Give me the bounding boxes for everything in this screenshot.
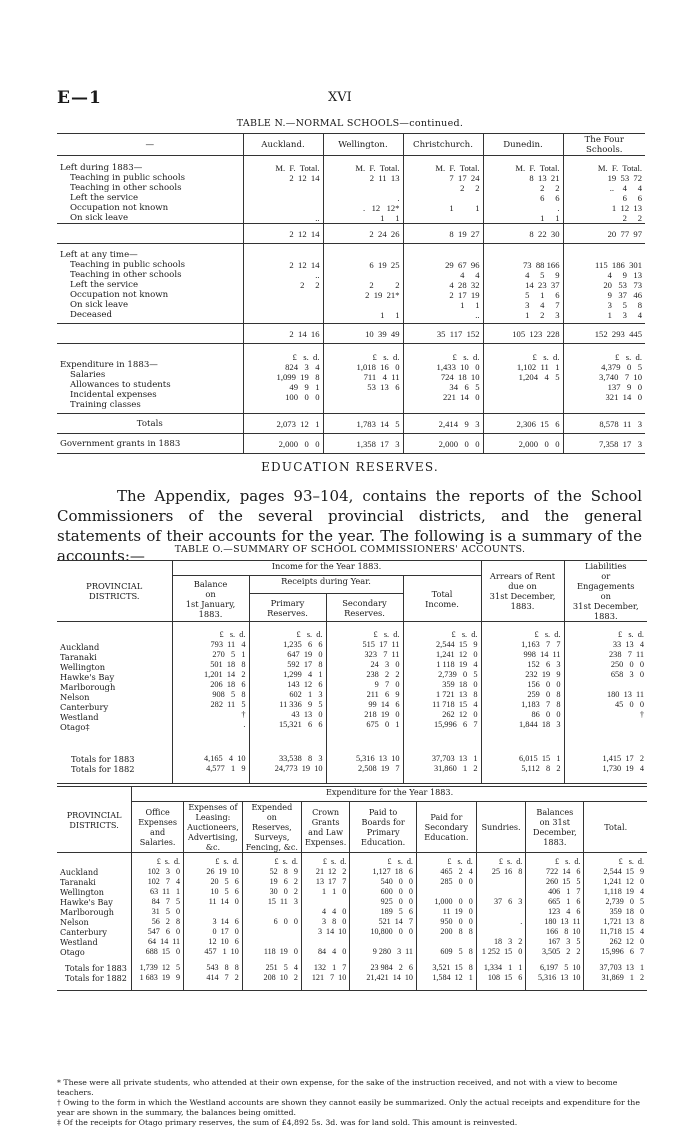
- left-any-total-wellington: 10 39 49: [323, 324, 403, 344]
- footnote-3: ‡ Of the receipts for Otago primary reserves, the sum of £4,892 5s. 3d. was for land sold. This amount is reinvested.: [57, 1118, 518, 1127]
- left-1883-labels: Left during 1883— Teaching in public schools Teaching in other schools Left the service Occupation not known On sick leave: [60, 163, 185, 223]
- grants-auckland: 2,000 0 0: [243, 434, 323, 454]
- o-totals-balance: 4,165 4 10 4,577 1 9: [172, 754, 249, 784]
- p-totals-primary: 23 984 2 6 21,421 14 10: [350, 963, 417, 991]
- p-office-col: £ s. d. 102 3 0 102 7 4 63 11 1 84 7 5 31 5 0 56 2 8 547 6 0 64 14 11 688 15 0: [132, 853, 184, 963]
- exp-total-dunedin: 2,306 15 6: [483, 414, 563, 434]
- left-1883-total-auckland: 2 12 14: [243, 224, 323, 244]
- footnote-1: * These were all private students, who attended at their own expense, for the sake of the instruction received, and not with a view to become teachers.: [57, 1078, 618, 1097]
- p-header-total: Total.: [584, 802, 647, 853]
- o-districts: Auckland Taranaki Wellington Hawke's Bay Marlborough Nelson Canterbury Westland Otago‡: [60, 642, 116, 732]
- p-totals-secondary: 3,521 15 8 1,584 12 1: [416, 963, 476, 991]
- grants-christchurch: 2,000 0 0: [403, 434, 483, 454]
- table-o: [57, 560, 647, 784]
- page-code: E—1: [57, 88, 102, 108]
- col-header-dunedin: Dunedin.: [483, 134, 563, 156]
- left-1883-total-dunedin: 8 22 30: [483, 224, 563, 244]
- table-n-corner: —: [145, 139, 155, 150]
- left-any-labels: Left at any time— Teaching in public schools Teaching in other schools Left the service Occupation not known On sick leave Deceased: [60, 250, 185, 320]
- grants-wellington: 1,358 17 3: [323, 434, 403, 454]
- o-totals-primary: 33,538 8 3 24,773 19 10: [249, 754, 326, 784]
- exp-total-four: 8,578 11 3: [563, 414, 645, 434]
- p-total-col: £ s. d. 2,544 15 9 1,241 12 0 1,118 19 4 2,739 0 5 359 18 0 1,721 13 8 11,718 15 4 262 12 0 15,996 6 7: [584, 853, 647, 963]
- o-totals-total: 37,703 13 1 31,860 1 2: [403, 754, 481, 784]
- p-totals-total: 37,703 13 1 31,869 1 2: [584, 963, 647, 991]
- grants-four: 7,358 17 3: [563, 434, 645, 454]
- o-totals-secondary: 5,316 13 10 2,508 19 7: [326, 754, 403, 784]
- p-districts: Auckland Taranaki Wellington Hawke's Bay Marlborough Nelson Canterbury Westland Otago: [60, 867, 114, 957]
- o-header-primary: Primary Reserves.: [249, 594, 326, 622]
- col-header-christchurch: Christchurch.: [403, 134, 483, 156]
- o-totals-arrears: 6,015 15 1 5,112 8 2: [481, 754, 564, 784]
- table-expenditure: [57, 786, 647, 991]
- p-primary-col: £ s. d. 1,127 18 6 540 0 0 600 0 0 925 0 0 189 5 6 521 14 7 10,800 0 0 9 280 3 11: [350, 853, 417, 963]
- p-header-office: Office Expenses and Salaries.: [132, 802, 184, 853]
- o-total-col: £ s. d. 2,544 15 9 1,241 12 0 1 118 19 4 2,739 0 5 359 18 0 1 721 13 8 11 718 15 4 262 12 0 15,996 6 7: [403, 622, 481, 754]
- table-o-caption: TABLE O.—SUMMARY OF SCHOOL COMMISSIONERS' ACCOUNTS.: [174, 544, 526, 555]
- left-any-total-christchurch: 35 117 152: [403, 324, 483, 344]
- table-n: [57, 133, 645, 454]
- p-totals-labels: Totals for 1883 Totals for 1882: [65, 962, 127, 983]
- exp-totals-label: Totals: [136, 418, 163, 429]
- o-header-arrears: Arrears of Rent due on 31st December, 1883.: [481, 561, 564, 622]
- left-1883-total-christchurch: 8 19 27: [403, 224, 483, 244]
- exp-dunedin: £ s. d. 1,102 11 1 1,204 4 5: [483, 344, 563, 414]
- left-any-four-schools: 115 186 301 4 9 13 20 53 73 9 37 46 3 5 8 1 3 4: [563, 244, 645, 324]
- left-1883-four-schools: M. F. Total. 19 53 72 .. 4 4 6 6 1 12 13 2 2: [563, 156, 645, 224]
- o-totals-liab: 1,415 17 2 1,730 19 4: [564, 754, 647, 784]
- left-1883-total-four: 20 77 97: [563, 224, 645, 244]
- left-any-auckland: 2 12 14 .. 2 2: [243, 244, 323, 324]
- p-header-leasing: Expenses of Leasing: Auctioneers, Advertising, &c.: [184, 802, 243, 853]
- o-header-income: Income for the Year 1883.: [172, 561, 481, 576]
- p-totals-sundries: 1,334 1 1 108 15 6: [476, 963, 525, 991]
- o-header-total: Total Income.: [403, 576, 481, 622]
- o-header-district: PROVINCIAL DISTRICTS.: [86, 581, 143, 601]
- left-any-wellington: 6 19 25 2 2 2 19 21* 1 1: [323, 244, 403, 324]
- p-totals-leasing: 543 8 8 414 7 2: [184, 963, 243, 991]
- left-1883-dunedin: M. F. Total. 8 13 21 2 2 6 6 . 1 1: [483, 156, 563, 224]
- left-any-dunedin: 73 88 166 4 5 9 14 23 37 5 1 6 3 4 7 1 2 3: [483, 244, 563, 324]
- left-1883-christchurch: M. F. Total. 7 17 24 2 2 1 1: [403, 156, 483, 224]
- grants-dunedin: 2,000 0 0: [483, 434, 563, 454]
- o-balance-col: £ s. d. 793 11 4 270 5 1 501 18 8 1,201 14 2 206 18 6 908 5 8 282 11 5 † .: [172, 622, 249, 754]
- col-header-wellington: Wellington.: [323, 134, 403, 156]
- p-header-crown: Crown Grants and Law Expenses.: [301, 802, 349, 853]
- o-header-liabilities: Liabilities or Engagements on 31st December, 1883.: [564, 561, 647, 622]
- p-header-primary: Paid to Boards for Primary Education.: [350, 802, 417, 853]
- o-secondary-col: £ s. d. 515 17 11 323 7 11 24 3 0 238 2 2 9 7 0 211 6 9 99 14 6 218 19 0 675 0 1: [326, 622, 403, 754]
- p-leasing-col: £ s. d. 26 19 10 20 5 6 10 5 6 11 14 0 3 14 6 0 17 0 12 10 6 457 1 10: [184, 853, 243, 963]
- page-number: XVI: [328, 90, 352, 105]
- exp-four-schools: £ s. d. 4,379 0 5 3,740 7 10 137 9 0 321 14 0: [563, 344, 645, 414]
- left-any-total-auckland: 2 14 16: [243, 324, 323, 344]
- p-header-sundries: Sundries.: [476, 802, 525, 853]
- p-totals-office: 1,739 12 5 1 683 19 9: [132, 963, 184, 991]
- o-primary-col: £ s. d. 1,235 6 6 647 19 0 592 17 8 1,299 4 1 143 12 6 602 1 3 11 336 9 5 43 13 0 15,321 6 6: [249, 622, 326, 754]
- col-header-auckland: Auckland.: [243, 134, 323, 156]
- p-totals-balances: 6,197 5 10 5,316 13 10: [526, 963, 584, 991]
- grants-label: Government grants in 1883: [60, 438, 181, 449]
- intro-paragraph: The Appendix, pages 93–104, contains the reports of the School Commissioners of the several provincial districts, and the general statements of their accounts for the year. The following is a summary of the accounts:—: [57, 487, 642, 565]
- p-secondary-col: £ s. d. 465 2 4 285 0 0 1,000 0 0 11 19 0 950 0 0 200 8 8 609 5 8: [416, 853, 476, 963]
- o-header-secondary: Secondary Reserves.: [326, 594, 403, 622]
- o-arrears-col: £ s. d. 1,163 7 7 998 14 11 152 6 3 232 19 9 156 0 0 259 0 8 1,183 7 8 86 0 0 1,844 18 3: [481, 622, 564, 754]
- o-header-receipts: Receipts during Year.: [249, 576, 403, 594]
- o-header-balance: Balance on 1st January, 1883.: [172, 576, 249, 622]
- table-n-caption: TABLE N.—NORMAL SCHOOLS—continued.: [236, 118, 464, 129]
- left-any-christchurch: 29 67 96 4 4 4 28 32 2 17 19 1 1 ..: [403, 244, 483, 324]
- o-liab-col: £ s. d. 33 13 4 238 7 11 250 0 0 658 3 0 180 13 11 45 0 0 †: [564, 622, 647, 754]
- p-header-district: PROVINCIAL DISTRICTS.: [66, 809, 122, 830]
- footnote-2: † Owing to the form in which the Westland accounts are shown they cannot easily be summarized. Only the actual receipts and expenditure for the year are shown in the summary, the balances being omitted.: [57, 1098, 640, 1117]
- exp-total-wellington: 1,783 14 5: [323, 414, 403, 434]
- exp-total-auckland: 2,073 12 1: [243, 414, 323, 434]
- p-header-reserves: Expended on Reserves, Surveys, Fencing, &c.: [242, 802, 301, 853]
- p-sundries-col: £ s. d. 25 16 8 37 6 3 . 18 3 2 1 252 15 0: [476, 853, 525, 963]
- o-totals-labels: Totals for 1883 Totals for 1882: [71, 753, 135, 774]
- left-any-total-dunedin: 105 123 228: [483, 324, 563, 344]
- exp-total-christchurch: 2,414 9 3: [403, 414, 483, 434]
- p-header-secondary: Paid for Secondary Education.: [416, 802, 476, 853]
- col-header-four-schools: The Four Schools.: [563, 134, 645, 156]
- left-1883-wellington: M. F. Total. 2 11 13 . . 12 12* 1 1: [323, 156, 403, 224]
- p-reserves-col: £ s. d. 52 8 9 19 6 2 30 0 2 15 11 3 6 0 0 118 19 0: [242, 853, 301, 963]
- p-totals-crown: 132 1 7 121 7 10: [301, 963, 349, 991]
- exp-wellington: £ s. d. 1,018 16 0 711 4 11 53 13 6: [323, 344, 403, 414]
- exp-auckland: £ s. d. 824 3 4 1,099 19 8 49 9 1 100 0 0: [243, 344, 323, 414]
- exp-christchurch: £ s. d. 1,433 10 0 724 18 10 34 6 5 221 14 0: [403, 344, 483, 414]
- p-header-expenditure: Expenditure for the Year 1883.: [132, 787, 647, 802]
- p-header-balances: Balances on 31st December, 1883.: [526, 802, 584, 853]
- section-title: EDUCATION RESERVES.: [261, 460, 439, 474]
- left-1883-total-wellington: 2 24 26: [323, 224, 403, 244]
- left-any-total-four: 152 293 445: [563, 324, 645, 344]
- left-1883-auckland: M. F. Total. 2 12 14 ..: [243, 156, 323, 224]
- expenditure-labels: Expenditure in 1883— Salaries Allowances to students Incidental expenses Training classes: [60, 360, 171, 410]
- p-crown-col: £ s. d. 21 12 2 13 17 7 1 1 0 4 4 0 3 8 0 3 14 10 84 4 0: [301, 853, 349, 963]
- footnotes: [57, 1078, 647, 1128]
- p-totals-reserves: 251 5 4 208 10 2: [242, 963, 301, 991]
- p-balances-col: £ s. d. 722 14 6 260 15 5 406 1 7 665 1 6 123 4 6 180 13 11 166 8 10 167 3 5 3,505 2 2: [526, 853, 584, 963]
